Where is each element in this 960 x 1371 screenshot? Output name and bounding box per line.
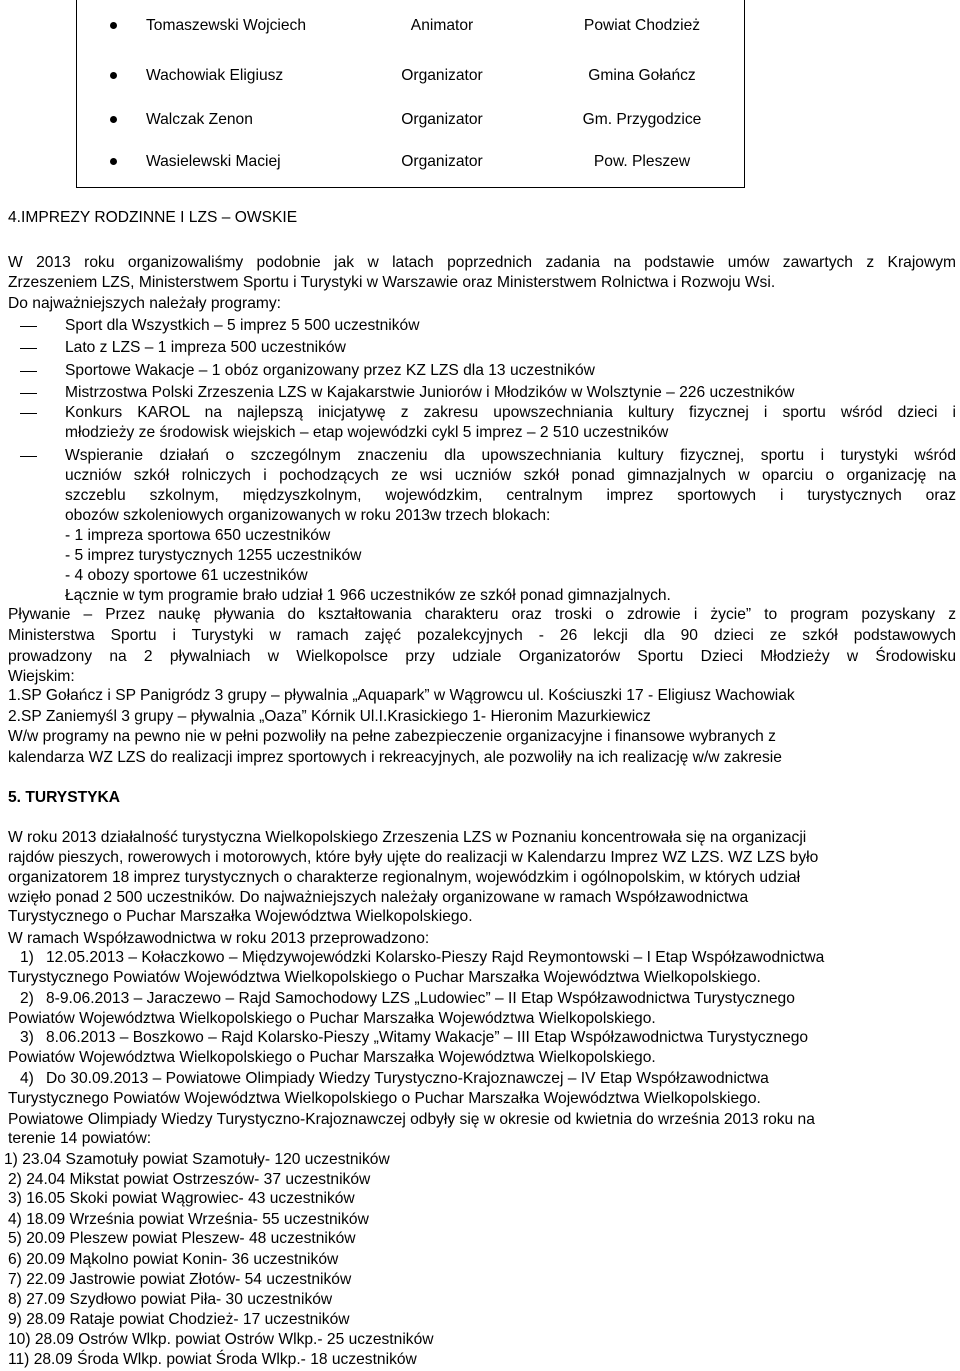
person-name: Walczak Zenon bbox=[146, 111, 253, 128]
paragraph-line: 2.SP Zaniemyśl 3 grupy – pływalnia „Oaza” Kórnik Ul.I.Krasickiego 1- Hieronim Mazurkiewicz bbox=[8, 708, 651, 725]
table-row bbox=[77, 67, 744, 89]
dash-icon bbox=[20, 326, 37, 327]
paragraph-line: Do najważniejszych należały programy: bbox=[8, 295, 282, 312]
paragraph-line: Turystycznego o Puchar Marszałka Województwa Wielkopolskiego. bbox=[8, 908, 473, 925]
event-line: Powiatów Województwa Wielkopolskiego o Puchar Marszałka Województwa Wielkopolskiego. bbox=[8, 1010, 656, 1027]
paragraph-line: prowadzony na 2 pływalniach w Wielkopolsce przy udziale Organizatorów Sportu Dzieci Młodzieży w Środowisku bbox=[8, 648, 956, 665]
list-item: 1) 23.04 Szamotuły powiat Szamotuły- 120 uczestników bbox=[4, 1151, 390, 1168]
paragraph-line: Powiatowe Olimpiady Wiedzy Turystyczno-Krajoznawczej odbyły się w okresie od kwietnia do września 2013 roku na bbox=[8, 1111, 815, 1128]
list-item-text: Wspieranie działań o szczególnym znaczeniu dla upowszechniania kultury fizycznej, sportu i turystyki wśród bbox=[65, 447, 956, 464]
person-place: Gm. Przygodzice bbox=[582, 111, 702, 128]
person-place: Gmina Gołańcz bbox=[588, 67, 696, 84]
list-item-text: - 4 obozy sportowe 61 uczestników bbox=[65, 567, 308, 584]
paragraph-line: W ramach Współzawodnictwa w roku 2013 przeprowadzono: bbox=[8, 930, 430, 947]
table-row bbox=[77, 17, 744, 39]
event-number: 3) bbox=[20, 1029, 34, 1046]
section-heading: 4.IMPREZY RODZINNE I LZS – OWSKIE bbox=[8, 209, 298, 226]
list-item: 10) 28.09 Ostrów Wlkp. powiat Ostrów Wlkp.- 25 uczestników bbox=[8, 1331, 434, 1348]
event-line: 8-9.06.2013 – Jaraczewo – Rajd Samochodowy LZS „Ludowiec” – II Etap Współzawodnictwa Turystycznego bbox=[46, 990, 795, 1007]
bullet-icon bbox=[110, 72, 117, 79]
person-place: Powiat Chodzież bbox=[583, 17, 701, 34]
paragraph-line: Pływanie – Przez naukę pływania do kształtowania charakteru oraz troski o zdrowie i życie” to program pozyskany z bbox=[8, 606, 956, 623]
list-item: 3) 16.05 Skoki powiat Wągrowiec- 43 uczestników bbox=[8, 1190, 355, 1207]
list-item-text: Lato z LZS – 1 impreza 500 uczestników bbox=[65, 339, 346, 356]
list-item: 11) 28.09 Środa Wlkp. powiat Środa Wlkp.- 18 uczestników bbox=[8, 1351, 417, 1368]
person-name: Wachowiak Eligiusz bbox=[146, 67, 284, 84]
dash-icon bbox=[20, 393, 37, 394]
event-number: 1) bbox=[20, 949, 34, 966]
bullet-icon bbox=[110, 22, 117, 29]
person-role: Organizator bbox=[401, 153, 483, 170]
list-item: 5) 20.09 Pleszew powiat Pleszew- 48 uczestników bbox=[8, 1230, 356, 1247]
paragraph-line: Wiejskim: bbox=[8, 668, 75, 685]
dash-icon bbox=[20, 348, 37, 349]
staff-table bbox=[76, 0, 745, 188]
dash-icon bbox=[20, 371, 37, 372]
list-item-text: obozów szkoleniowych organizowanych w roku 2013w trzech blokach: bbox=[65, 507, 551, 524]
list-item: 6) 20.09 Mąkolno powiat Konin- 36 uczestników bbox=[8, 1251, 339, 1268]
paragraph-line: Ministerstwa Sportu i Turystyki w ramach zajęć pozalekcyjnych - 26 lekcji dla 90 dzieci ze szkół podstawowych bbox=[8, 627, 956, 644]
person-place: Pow. Pleszew bbox=[593, 153, 691, 170]
dash-icon bbox=[20, 413, 37, 414]
list-item: 8) 27.09 Szydłowo powiat Piła- 30 uczestników bbox=[8, 1291, 333, 1308]
list-item: 9) 28.09 Rataje powiat Chodzież- 17 uczestników bbox=[8, 1311, 350, 1328]
list-item-text: uczniów szkół rolniczych i pochodzących ze wsi uczniów szkół ponad gimnazjalnych w oparciu o organizację na bbox=[65, 467, 956, 484]
table-row bbox=[77, 153, 744, 175]
paragraph-line: W 2013 roku organizowaliśmy podobnie jak w latach poprzednich zadania na podstawie umów zawartych z Krajowym bbox=[8, 254, 956, 271]
list-item-text: młodzieży ze środowisk wiejskich – etap wojewódzki cykl 5 imprez – 2 510 uczestników bbox=[65, 424, 669, 441]
paragraph-line: organizatorem 18 imprez turystycznych o charakterze regionalnym, wojewódzkim i ogólnopolskim, w których udział bbox=[8, 869, 801, 886]
person-role: Organizator bbox=[401, 67, 483, 84]
dash-icon bbox=[20, 456, 37, 457]
list-item: 4) 18.09 Września powiat Września- 55 uczestników bbox=[8, 1211, 369, 1228]
list-item-text: Sport dla Wszystkich – 5 imprez 5 500 uczestników bbox=[65, 317, 420, 334]
person-name: Wasielewski Maciej bbox=[146, 153, 281, 170]
person-role: Animator bbox=[410, 17, 474, 34]
list-item-text: Mistrzostwa Polski Zrzeszenia LZS w Kajakarstwie Juniorów i Młodzików w Wolsztynie – 226 uczestników bbox=[65, 384, 795, 401]
event-line: 12.05.2013 – Kołaczkowo – Międzywojewódzki Kolarsko-Pieszy Rajd Reymontowski – I Etap Współzawodnictwa bbox=[46, 949, 825, 966]
list-item: 2) 24.04 Mikstat powiat Ostrzeszów- 37 uczestników bbox=[8, 1171, 371, 1188]
event-number: 4) bbox=[20, 1070, 34, 1087]
event-line: Turystycznego Powiatów Województwa Wielkopolskiego o Puchar Marszałka Województwa Wielkopolskiego. bbox=[8, 1090, 761, 1107]
list-item-text: Łącznie w tym programie brało udział 1 966 uczestników ze szkół ponad gimnazjalnych. bbox=[65, 587, 671, 604]
paragraph-line: rajdów pieszych, rowerowych i motorowych, które były ujęte do realizacji w Kalendarzu Imprez WZ LZS. WZ LZS było bbox=[8, 849, 819, 866]
event-line: Turystycznego Powiatów Województwa Wielkopolskiego o Puchar Marszałka Województwa Wielkopolskiego. bbox=[8, 969, 761, 986]
paragraph-line: kalendarza WZ LZS do realizacji imprez sportowych i rekreacyjnych, ale pozwoliły na ich realizację w/w zakresie bbox=[8, 749, 782, 766]
paragraph-line: terenie 14 powiatów: bbox=[8, 1130, 152, 1147]
table-row bbox=[77, 111, 744, 133]
event-line: Powiatów Województwa Wielkopolskiego o Puchar Marszałka Województwa Wielkopolskiego. bbox=[8, 1049, 656, 1066]
paragraph-line: Zrzeszeniem LZS, Ministerstwem Sportu i Turystyki w Warszawie oraz Ministerstwem Rolnictwa i Rozwoju Wsi. bbox=[8, 274, 776, 291]
list-item-text: - 1 impreza sportowa 650 uczestników bbox=[65, 527, 331, 544]
bullet-icon bbox=[110, 158, 117, 165]
person-name: Tomaszewski Wojciech bbox=[146, 17, 307, 34]
paragraph-line: 1.SP Gołańcz i SP Panigródz 3 grupy – pływalnia „Aquapark” w Wągrowcu ul. Kościuszki 17 - Eligiusz Wachowiak bbox=[8, 687, 795, 704]
list-item-text: Konkurs KAROL na najlepszą inicjatywę z zakresu upowszechniania kultury fizycznej i sportu wśród dzieci i bbox=[65, 404, 956, 421]
section-heading: 5. TURYSTYKA bbox=[8, 789, 121, 806]
paragraph-line: wzięło ponad 2 500 uczestników. Do najważniejszych należały organizowane w ramach Współzawodnictwa bbox=[8, 889, 749, 906]
event-line: 8.06.2013 – Boszkowo – Rajd Kolarsko-Pieszy „Witamy Wakacje” – III Etap Współzawodnictwa Turystycznego bbox=[46, 1029, 809, 1046]
paragraph-line: W/w programy na pewno nie w pełni pozwoliły na pełne zabezpieczenie organizacyjne i finansowe wybranych z bbox=[8, 728, 776, 745]
list-item-text: Sportowe Wakacje – 1 obóz organizowany przez KZ LZS dla 13 uczestników bbox=[65, 362, 595, 379]
bullet-icon bbox=[110, 116, 117, 123]
list-item-text: - 5 imprez turystycznych 1255 uczestników bbox=[65, 547, 362, 564]
paragraph-line: W roku 2013 działalność turystyczna Wielkopolskiego Zrzeszenia LZS w Poznaniu koncentrowała się na organizacji bbox=[8, 829, 807, 846]
list-item: 7) 22.09 Jastrowie powiat Złotów- 54 uczestników bbox=[8, 1271, 352, 1288]
person-role: Organizator bbox=[401, 111, 483, 128]
event-number: 2) bbox=[20, 990, 34, 1007]
event-line: Do 30.09.2013 – Powiatowe Olimpiady Wiedzy Turystyczno-Krajoznawczej – IV Etap Współzawodnictwa bbox=[46, 1070, 769, 1087]
list-item-text: szczeblu szkolnym, międzyszkolnym, wojewódzkim, centralnym imprez sportowych i turystycznych oraz bbox=[65, 487, 956, 504]
